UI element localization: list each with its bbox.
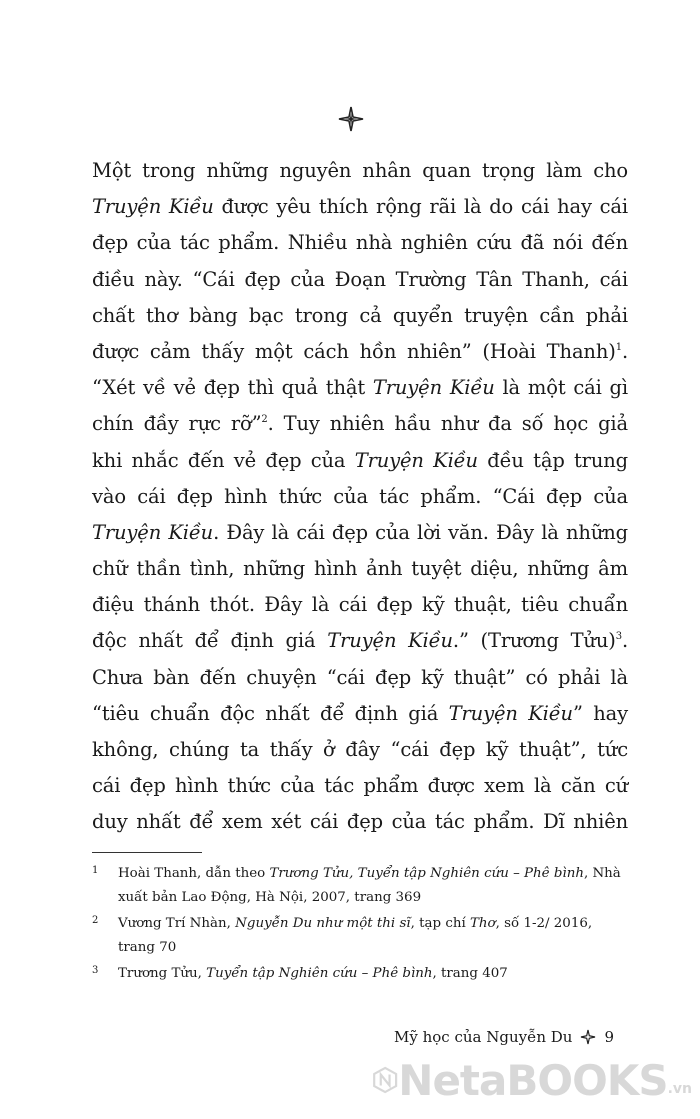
text-line: độc nhất để định giá Truyện Kiều.” (Trương Tửu)$^3$. (92, 629, 628, 653)
text-line: Truyện Kiều được yêu thích rộng rãi là do cái hay cái (92, 195, 628, 219)
text-line: “Xét về vẻ đẹp thì quả thật Truyện Kiều là một cái gì (92, 376, 628, 400)
watermark (372, 1050, 692, 1110)
text-line: cái đẹp hình thức của tác phẩm được xem là căn cứ (92, 774, 628, 798)
text-line: duy nhất để xem xét cái đẹp của tác phẩm. Dĩ nhiên (92, 810, 628, 834)
footnote-divider (92, 852, 202, 853)
text-line: chữ thần tình, những hình ảnh tuyệt diệu, những âm (92, 557, 628, 581)
body-paragraph (92, 153, 628, 841)
text-line: khi nhắc đến vẻ đẹp của Truyện Kiều đều tập trung (92, 448, 628, 472)
running-footer (394, 1028, 614, 1046)
book-title: Mỹ học của Nguyễn Du (394, 1028, 573, 1046)
ornament-star-icon (580, 1029, 596, 1045)
footnote: 2 Vương Trí Nhàn, Nguyễn Du như một thi sĩ, tạp chí Thơ, số 1-2/ 2016, trang 70 (92, 912, 632, 960)
text-line: chín đầy rực rỡ”$^2$. Tuy nhiên hầu như đa số học giả (92, 412, 628, 436)
footnote-number: 2 (92, 915, 99, 926)
text-line: Chưa bàn đến chuyện “cái đẹp kỹ thuật” có phải là (92, 665, 628, 689)
footnote: 3 Trương Tửu, Tuyển tập Nghiên cứu – Phê bình, trang 407 (92, 962, 632, 986)
footnote-ref: 1 (615, 341, 622, 353)
text-line: điều này. “Cái đẹp của Đoạn Trường Tân Thanh, cái (92, 267, 628, 291)
page-number: 9 (604, 1028, 614, 1046)
text-line: Truyện Kiều. Đây là cái đẹp của lời văn. Đây là những (92, 520, 628, 544)
text-line: đẹp của tác phẩm. Nhiều nhà nghiên cứu đã nói đến (92, 231, 628, 255)
watermark-suffix: .vn (667, 1081, 692, 1097)
ornament-icon (338, 106, 364, 132)
footnote: 1 Hoài Thanh, dẫn theo Trương Tửu, Tuyển tập Nghiên cứu – Phê bình, Nhà xuất bản Lao Động, Hà Nội, 2007, trang 369 (92, 862, 632, 910)
footnote-number: 3 (92, 965, 99, 976)
text-line: chất thơ bàng bạc trong cả quyển truyện cần phải (92, 303, 628, 327)
text-line: điệu thánh thót. Đây là cái đẹp kỹ thuật, tiêu chuẩn (92, 593, 628, 617)
footnote-number: 1 (92, 865, 99, 876)
text-line: không, chúng ta thấy ở đây “cái đẹp kỹ thuật”, tức (92, 738, 628, 761)
footnote-ref: 3 (615, 631, 622, 643)
text-line: vào cái đẹp hình thức của tác phẩm. “Cái đẹp của (92, 484, 628, 508)
footnote-ref: 2 (261, 414, 268, 426)
text-line: “tiêu chuẩn độc nhất để định giá Truyện Kiều” hay (92, 701, 628, 725)
watermark-brand: NetaBOOKS (398, 1055, 668, 1105)
text-line: được cảm thấy một cách hồn nhiên” (Hoài Thanh)$^1$. (92, 339, 628, 363)
netabooks-logo-icon (372, 1056, 398, 1104)
footnotes (92, 862, 632, 988)
text-line: Một trong những nguyên nhân quan trọng làm cho (92, 159, 628, 182)
